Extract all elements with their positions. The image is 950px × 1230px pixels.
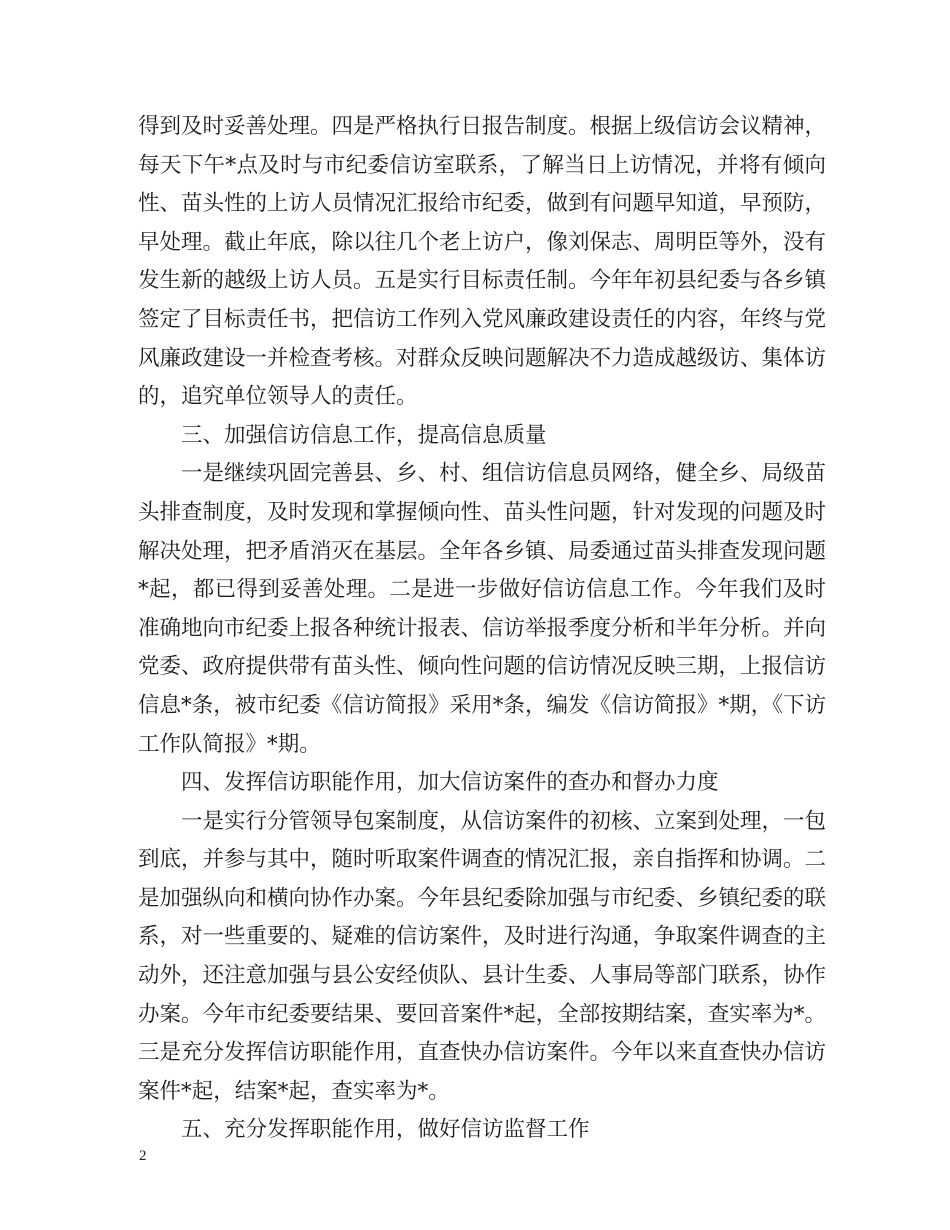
paragraph-section-4: 一是实行分管领导包案制度，从信访案件的初核、立案到处理，一包到底，并参与其中，随时听取案件调查的情况汇报，亲自指挥和协调。二是加强纵向和横向协作办案。今年县纪委除加强与市纪委、乡镇纪委的联系，对一些重要的、疑难的信访案件，及时进行沟通，争取案件调查的主动外，还注意加强与县公安经侦队、县计生委、人事局等部门联系，协作办案。今年市纪委要结果、要回音案件*起，全部按期结案，查实率为*。三是充分发挥信访职能作用，直查快办信访案件。今年以来直查快办信访案件*起，结案*起，查实率为*。 (138, 808, 827, 1104)
paragraph-section-3: 一是继续巩固完善县、乡、村、组信访信息员网络，健全乡、局级苗头排查制度，及时发现和掌握倾向性、苗头性问题，针对发现的问题及时解决处理，把矛盾消灭在基层。全年各乡镇、局委通过苗头排查发现问题*起，都已得到妥善处理。二是进一步做好信访信息工作。今年我们及时准确地向市纪委上报各种统计报表、信访举报季度分析和半年分析。并向党委、政府提供带有苗头性、倾向性问题的信访情况反映三期，上报信访信息*条，被市纪委《信访简报》采用*条，编发《信访简报》*期，《下访工作队简报》*期。 (138, 461, 827, 757)
section-heading-5: 五、充分发挥职能作用，做好信访监督工作 (181, 1117, 590, 1143)
document-body (138, 108, 826, 1150)
section-heading-4: 四、发挥信访职能作用，加大信访案件的查办和督办力度 (181, 770, 719, 796)
section-heading-3: 三、加强信访信息工作，提高信息质量 (181, 422, 547, 448)
paragraph-continuation: 得到及时妥善处理。四是严格执行日报告制度。根据上级信访会议精神，每天下午*点及时与市纪委信访室联系，了解当日上访情况，并将有倾向性、苗头性的上访人员情况汇报给市纪委，做到有问题早知道，早预防，早处理。截止年底，除以往几个老上访户，像刘保志、周明臣等外，没有发生新的越级上访人员。五是实行目标责任制。今年年初县纪委与各乡镇签定了目标责任书，把信访工作列入党风廉政建设责任的内容，年终与党风廉政建设一并检查考核。对群众反映问题解决不力造成越级访、集体访的，追究单位领导人的责任。 (138, 114, 827, 410)
page-number: 2 (139, 1148, 147, 1164)
